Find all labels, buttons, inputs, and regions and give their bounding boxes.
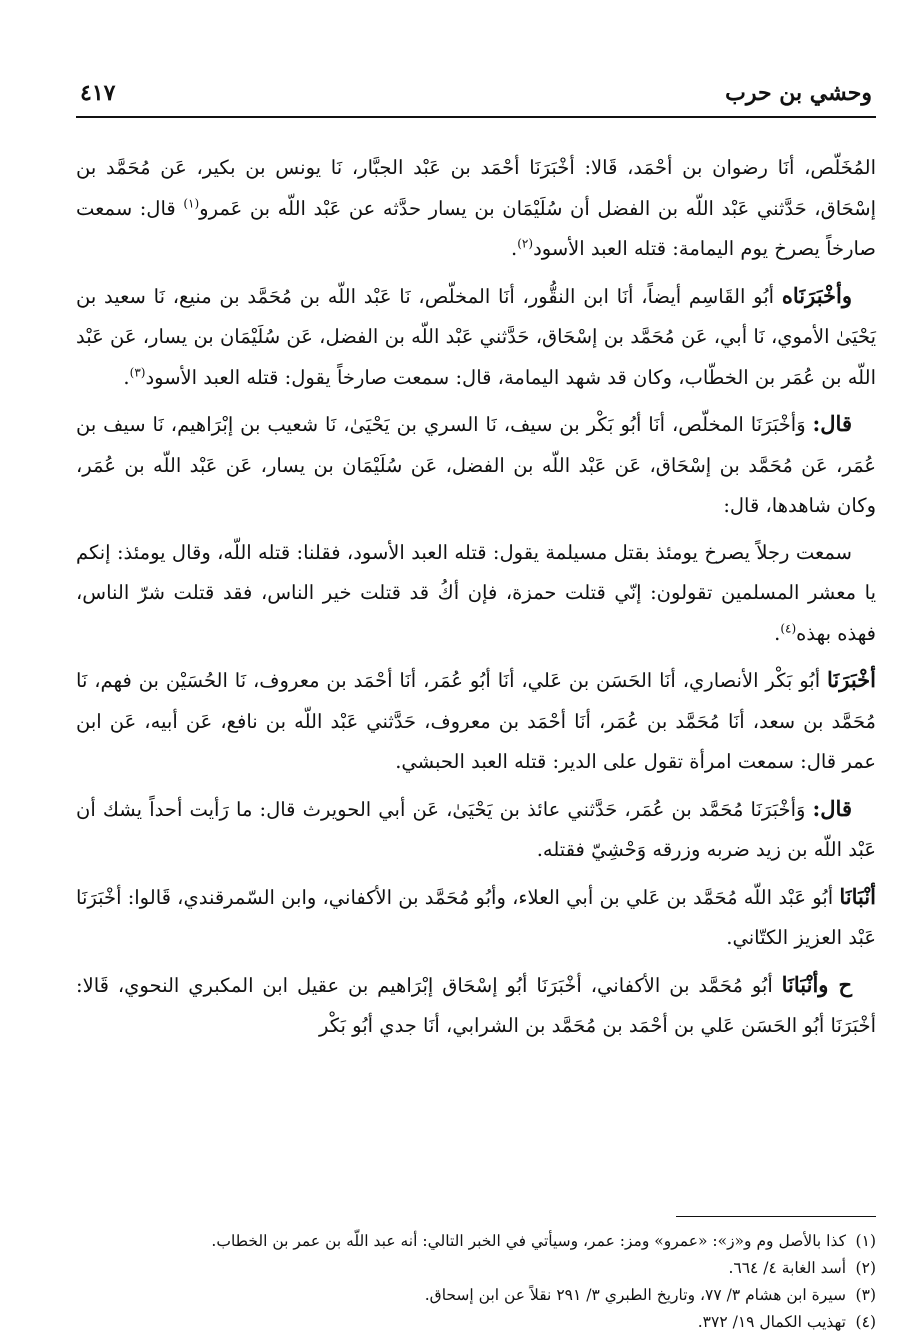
paragraph-3 — [76, 404, 876, 527]
paragraph-text: أبُو القَاسِم أيضاً، أنَا ابن النقُّور، أنَا المخلّص، نَا عَبْد اللّه بن مُحَمَّد بن منيع، نَا سعيد بن يَحْيَىٰ الأموي، نَا أبي، عَن مُحَمَّد بن إسْحَاق، حَدَّثني عَبْد اللّه بن الفضل، عَن سُلَيْمَان بن يسار، عَن عَبْد اللّه بن عُمَر بن الخطّاب، وكان قد شهد اليمامة، قال: سمعت صارخاً يقول: قتله العبد الأسود — [76, 284, 876, 389]
paragraph-text: أبُو عَبْد اللّه مُحَمَّد بن عَلي بن أبي العلاء، وأبُو مُحَمَّد بن الأكفاني، وابن السّمرقندي، قَالوا: أخْبَرَنَا عَبْد العزيز الكتّاني. — [76, 885, 876, 949]
paragraph-lead: قال: — [812, 795, 852, 821]
paragraph-end: . — [511, 237, 518, 260]
paragraph-lead: أنْبَانَا — [839, 883, 876, 909]
paragraph-text: سمعت رجلاً يصرخ يومئذ بقتل مسيلمة يقول: قتله العبد الأسود، فقلنا: قتله اللّه، وقال يومئذ: إنكم يا معشر المسلمين تقولون: إنّي قتلت حمزة، فإن أكُ قد قتلت خير الناس، فقد قتلت شرّ الناس، فهذه بهذه — [76, 540, 876, 645]
footnote-ref: (٤) — [780, 621, 797, 635]
footnote-text: أسد الغابة ٤/ ٦٦٤. — [728, 1259, 846, 1277]
paragraph-8 — [76, 965, 876, 1047]
footnote-item — [76, 1282, 876, 1309]
paragraph-4 — [76, 533, 876, 655]
footnote-number: (١) — [855, 1232, 876, 1250]
paragraph-lead: قال: — [812, 411, 852, 436]
paragraph-text: أبُو مُحَمَّد بن الأكفاني، أخْبَرَنَا أبُو إسْحَاق إبْرَاهيم بن عقيل ابن المكبري النحوي، قَالا: أخْبَرَنَا أبُو الحَسَن عَلي بن أحْمَد بن مُحَمَّد بن الشرابي، أنَا جدي أبُو بَكْر — [76, 973, 876, 1037]
paragraph-text: أبُو بَكْر الأنصاري، أنَا الحَسَن بن عَلي، أنَا أبُو عُمَر، أنَا أحْمَد بن معروف، نَا الحُسَيْن بن فهم، نَا مُحَمَّد بن سعد، أنَا مُحَمَّد بن عُمَر، أنَا أحْمَد بن معروف، حَدَّثني عَبْد اللّه بن نافع، عَن أبيه، عَن ابن عمر قال: سمعت امرأة تقول على الدير: قتله العبد الحبشي. — [76, 669, 876, 773]
paragraph-lead: أخْبَرَنَا — [827, 667, 876, 692]
footnote-divider — [676, 1216, 876, 1217]
paragraph-2 — [76, 276, 876, 399]
paragraph-6 — [76, 789, 876, 871]
footnote-item — [76, 1228, 876, 1255]
paragraph-end: . — [774, 621, 781, 645]
paragraph-lead: وأخْبَرَنَاه — [781, 282, 852, 308]
paragraph-text: قال: سمعت صارخاً يصرخ يوم اليمامة: قتله العبد الأسود — [76, 196, 876, 260]
footnote-item — [76, 1309, 876, 1336]
paragraph-5 — [76, 660, 876, 783]
footnote-item — [76, 1255, 876, 1282]
paragraph-lead: ح وأنْبَانَا — [781, 971, 852, 997]
footnote-ref: (٢) — [517, 236, 534, 251]
paragraph-text: المُخَلّص، أنَا رضوان بن أحْمَد، قَالا: أخْبَرَنَا أحْمَد بن عَبْد الجبَّار، نَا يونس بن بكير، عَن مُحَمَّد بن إسْحَاق، حَدَّثني عَبْد اللّه بن الفضل أن سُلَيْمَان بن يسار حدَّثه عن عَبْد اللّه بن عَمرو — [76, 156, 876, 220]
main-text — [76, 148, 876, 1047]
paragraph-7 — [76, 877, 876, 959]
footnote-ref: (١) — [183, 196, 200, 210]
page-header — [76, 80, 876, 118]
footnote-ref: (٣) — [129, 365, 146, 379]
footnote-text: سيرة ابن هشام ٣/ ٧٧، وتاريخ الطبري ٣/ ٢٩١ نقلاً عن ابن إسحاق. — [424, 1286, 846, 1304]
running-title: وحشي بن حرب — [725, 80, 872, 106]
footnote-number: (٤) — [855, 1313, 876, 1331]
paragraph-end: . — [123, 365, 130, 389]
paragraph-text: وَأخْبَرَنَا المخلّص، أنَا أبُو بَكْر بن سيف، نَا السري بن يَحْيَىٰ، نَا شعيب بن إبْرَاهيم، نَا سيف بن عُمَر، عَن مُحَمَّد بن إسْحَاق، عَن عَبْد اللّه بن الفضل، عَن سُلَيْمَان بن يسار، عَن عَبْد اللّه بن عُمَر، وكان شاهدها، قال: — [76, 413, 876, 517]
footnote-number: (٢) — [855, 1259, 876, 1277]
book-page — [76, 80, 876, 1331]
page-number: ٤١٧ — [80, 80, 116, 106]
paragraph-text: وَأخْبَرَنَا مُحَمَّد بن عُمَر، حَدَّثني عائذ بن يَحْيَىٰ، عَن أبي الحويرث قال: ما رَأيت أحداً يشك أن عَبْد اللّه بن زيد ضربه وزرقه وَحْشِيّ فقتله. — [76, 797, 876, 861]
footnote-number: (٣) — [855, 1286, 876, 1304]
footnotes — [76, 1228, 876, 1336]
paragraph-1 — [76, 148, 876, 270]
footnote-text: كذا بالأصل وم و«ز»: «عمرو» ومز: عمر، وسيأتي في الخبر التالي: أنه عبد اللّه بن عمر بن الخطاب. — [211, 1232, 846, 1250]
footnote-text: تهذيب الكمال ١٩/ ٣٧٢. — [697, 1313, 846, 1331]
